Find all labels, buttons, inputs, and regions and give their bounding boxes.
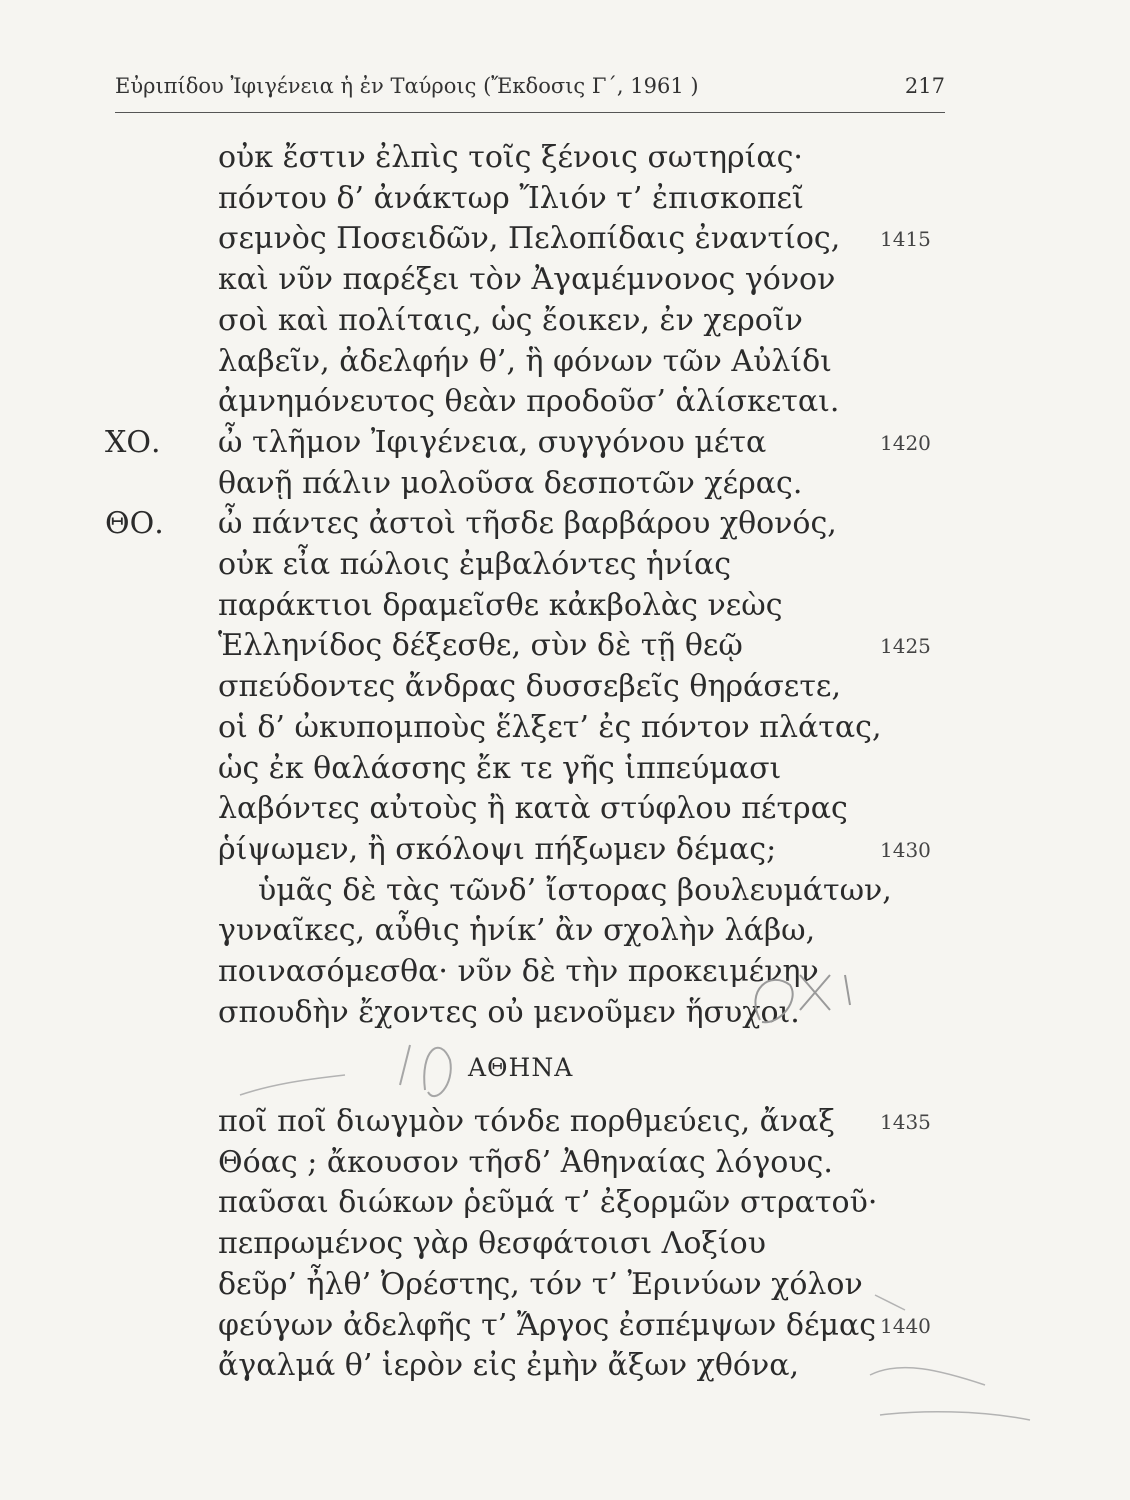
header-title: Εὐριπίδου Ἰφιγένεια ἡ ἐν Ταύροις (Ἔκδοσις Γ΄, 1961 ) [115, 74, 699, 98]
verse-line [0, 260, 1130, 300]
verse-line [0, 911, 1130, 951]
verse-line [0, 789, 1130, 829]
verse-text: ποινασόμεσθα· νῦν δὲ τὴν προκειμένην [218, 954, 819, 989]
verse-text: σεμνὸς Ποσειδῶν, Πελοπίδαις ἐναντίος, [218, 221, 841, 257]
verse-line [0, 1102, 1130, 1142]
verse-line [0, 504, 1130, 544]
verse-text: σοὶ καὶ πολίταις, ὡς ἔοικεν, ἐν χεροῖν [218, 302, 803, 338]
verse-text: σπεύδοντες ἄνδρας δυσσεβεῖς θηράσετε, [218, 669, 842, 705]
verse-line [0, 667, 1130, 707]
section-heading: ΑΘΗΝΑ [468, 1053, 574, 1082]
verse-text: παράκτιοι δραμεῖσθε κἀκβολὰς νεὼς [218, 587, 783, 623]
verse-text: θανῇ πάλιν μολοῦσα δεσποτῶν χέρας. [218, 465, 803, 501]
verse-line [0, 708, 1130, 748]
verse-text: οὐκ ἔστιν ἐλπὶς τοῖς ξένοις σωτηρίας· [218, 140, 803, 175]
verse-text: πεπρωμένος γὰρ θεσφάτοισι Λοξίου [218, 1226, 766, 1262]
verse-text: λαβόντες αὐτοὺς ἢ κατὰ στύφλου πέτρας [218, 791, 848, 827]
verse-line [0, 993, 1130, 1033]
verse-line [0, 342, 1130, 382]
verse-line [0, 219, 1130, 259]
verse-line [0, 871, 1130, 911]
verse-text: ἀμνημόνευτος θεὰν προδοῦσ’ ἁλίσκεται. [218, 384, 840, 420]
speaker-label: ΧΟ. [105, 424, 161, 460]
verse-line [0, 545, 1130, 585]
verse-text: πόντου δ’ ἀνάκτωρ Ἴλιόν τ’ ἐπισκοπεῖ [218, 180, 804, 216]
verse-text: ὡς ἐκ θαλάσσης ἔκ τε γῆς ἱππεύμασι [218, 750, 782, 786]
line-number: 1440 [880, 1313, 931, 1338]
line-number: 1435 [880, 1110, 931, 1134]
verse-text: σπουδὴν ἔχοντες οὐ μενοῦμεν ἥσυχοι. [218, 994, 800, 1030]
line-number: 1420 [880, 430, 931, 455]
line-number: 1430 [880, 837, 931, 862]
verse-line [0, 301, 1130, 341]
verse-text: γυναῖκες, αὖθις ἡνίκ’ ἂν σχολὴν λάβω, [218, 913, 816, 949]
verse-line [0, 830, 1130, 870]
verse-line [0, 138, 1130, 178]
verse-text: παῦσαι διώκων ῥεῦμά τ’ ἐξορμῶν στρατοῦ· [218, 1185, 878, 1221]
verse-line [0, 1143, 1130, 1183]
verse-line [0, 626, 1130, 666]
page-number: 217 [904, 74, 945, 98]
line-number: 1415 [880, 227, 931, 252]
verse-line [0, 1183, 1130, 1223]
verse-line [0, 1265, 1130, 1305]
verse-line [0, 952, 1130, 992]
verse-text: καὶ νῦν παρέξει τὸν Ἀγαμέμνονος γόνον [218, 262, 836, 298]
verse-text: Θόας ; ἄκουσον τῆσδ’ Ἀθηναίας λόγους. [218, 1144, 833, 1180]
verse-text: δεῦρ’ ἦλθ’ Ὀρέστης, τόν τ’ Ἐρινύων χόλον [218, 1266, 863, 1302]
verse-text: φεύγων ἀδελφῆς τ’ Ἄργος ἐσπέμψων δέμας [218, 1307, 877, 1343]
verse-line [0, 382, 1130, 422]
verse-text: ὦ πάντες ἀστοὶ τῆσδε βαρβάρου χθονός, [218, 506, 837, 542]
running-header [115, 72, 945, 113]
verse-text: ῥίψωμεν, ἢ σκόλοψι πήξωμεν δέμας; [218, 831, 777, 867]
verse-text: ποῖ ποῖ διωγμὸν τόνδε πορθμεύεις, ἄναξ [218, 1104, 835, 1139]
verse-text: Ἑλληνίδος δέξεσθε, σὺν δὲ τῇ θεῷ [218, 628, 743, 664]
verse-line [0, 179, 1130, 219]
verse-text: ἄγαλμά θ’ ἱερὸν εἰς ἐμὴν ἄξων χθόνα, [218, 1348, 800, 1384]
verse-line [0, 1346, 1130, 1386]
line-number: 1425 [880, 634, 931, 659]
verse-line [0, 464, 1130, 504]
verse-text: οὐκ εἶα πώλοις ἐμβαλόντες ἡνίας [218, 547, 732, 582]
verse-text: ὑμᾶς δὲ τὰς τῶνδ’ ἴστορας βουλευμάτων, [258, 872, 892, 908]
verse-line [0, 423, 1130, 463]
verse-text: ὦ τλῆμον Ἰφιγένεια, συγγόνου μέτα [218, 424, 767, 460]
verse-line [0, 749, 1130, 789]
verse-text: λαβεῖν, ἀδελφήν θ’, ἣ φόνων τῶν Αὐλίδι [218, 343, 832, 379]
speaker-label: ΘΟ. [105, 506, 164, 542]
verse-line [0, 1306, 1130, 1346]
verse-text: οἱ δ’ ὠκυπομποὺς ἕλξετ’ ἐς πόντον πλάτας, [218, 709, 882, 745]
verse-line [0, 586, 1130, 626]
verse-line [0, 1224, 1130, 1264]
